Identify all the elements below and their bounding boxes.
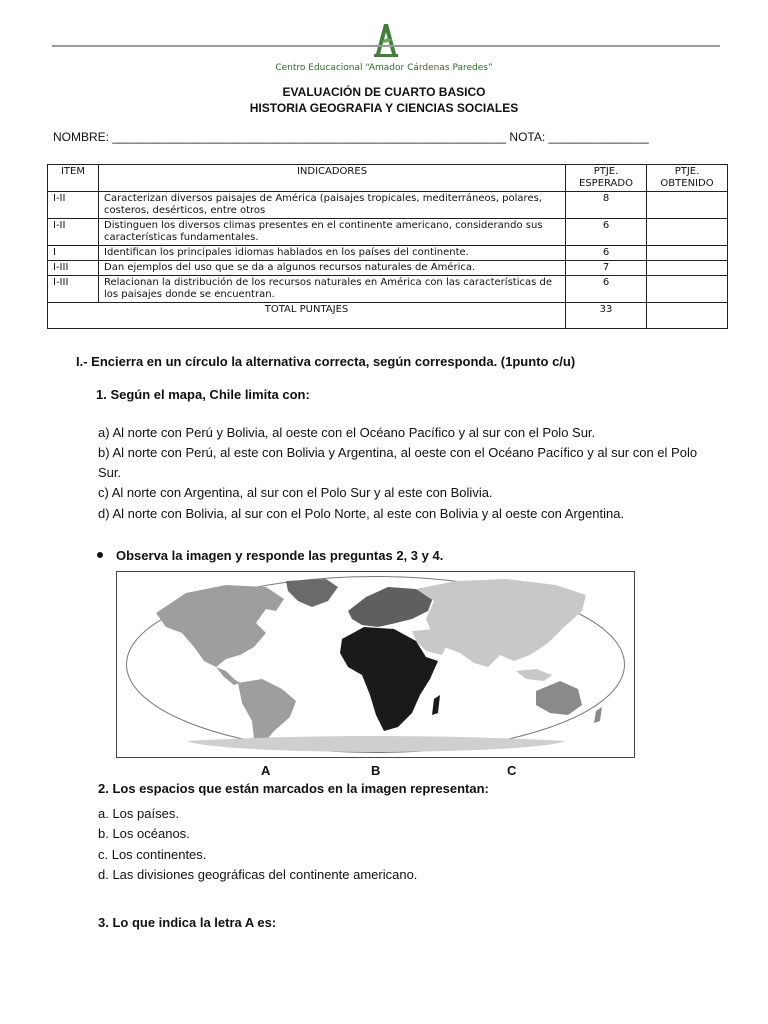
header-expected: PTJE. ESPERADO bbox=[566, 165, 647, 192]
table-row bbox=[48, 246, 728, 261]
map-label-a: A bbox=[261, 763, 271, 778]
row-obtained[interactable] bbox=[647, 192, 728, 219]
row-obtained[interactable] bbox=[647, 276, 728, 303]
row-indicator: Relacionan la distribución de los recursos naturales en América con las características de los paisajes donde se encuentran. bbox=[99, 276, 566, 303]
q1-option-b[interactable]: b) Al norte con Perú, al este con Bolivia y Argentina, al oeste con el Océano Pacífico y al sur con el Polo Sur. bbox=[98, 445, 698, 480]
map-instruction: Observa la imagen y responde las preguntas 2, 3 y 4. bbox=[116, 548, 444, 563]
map-label-c: C bbox=[507, 763, 517, 778]
table-row bbox=[48, 192, 728, 219]
row-expected: 6 bbox=[566, 219, 647, 246]
total-label: TOTAL PUNTAJES bbox=[48, 303, 566, 329]
name-grade-line: NOMBRE: ___________________________________________________________ NOTA: _______________ bbox=[53, 130, 649, 144]
table-header-row bbox=[48, 165, 728, 192]
q2-option-c[interactable]: c. Los continentes. bbox=[98, 847, 207, 862]
row-expected: 6 bbox=[566, 246, 647, 261]
table-row bbox=[48, 261, 728, 276]
row-expected: 8 bbox=[566, 192, 647, 219]
world-map bbox=[116, 571, 635, 758]
header-item: ITEM bbox=[48, 165, 99, 192]
bullet-icon bbox=[97, 552, 103, 558]
table-total-row bbox=[48, 303, 728, 329]
exam-title: EVALUACIÓN DE CUARTO BASICO bbox=[282, 85, 486, 99]
row-expected: 7 bbox=[566, 261, 647, 276]
row-item: I-III bbox=[48, 261, 99, 276]
row-indicator: Dan ejemplos del uso que se da a algunos recursos naturales de América. bbox=[99, 261, 566, 276]
row-obtained[interactable] bbox=[647, 246, 728, 261]
header-obtained: PTJE. OBTENIDO bbox=[647, 165, 728, 192]
row-indicator: Caracterizan diversos paisajes de América (paisajes tropicales, mediterráneos, polares, costeros, desérticos, entre otros bbox=[99, 192, 566, 219]
row-item: I-II bbox=[48, 219, 99, 246]
indicators-table bbox=[47, 164, 728, 329]
row-item: I bbox=[48, 246, 99, 261]
q2-option-b[interactable]: b. Los océanos. bbox=[98, 826, 190, 841]
total-value: 33 bbox=[566, 303, 647, 329]
table-row bbox=[48, 276, 728, 303]
q1-option-c[interactable]: c) Al norte con Argentina, al sur con el Polo Sur y al este con Bolivia. bbox=[98, 485, 493, 500]
q1-option-d[interactable]: d) Al norte con Bolivia, al sur con el Polo Norte, al este con Bolivia y al oeste con Argentina. bbox=[98, 506, 625, 521]
row-indicator: Identifican los principales idiomas hablados en los países del continente. bbox=[99, 246, 566, 261]
row-expected: 6 bbox=[566, 276, 647, 303]
table-row bbox=[48, 219, 728, 246]
q1-option-a[interactable]: a) Al norte con Perú y Bolivia, al oeste con el Océano Pacífico y al sur con el Polo Sur. bbox=[98, 425, 596, 440]
total-obtained[interactable] bbox=[647, 303, 728, 329]
question-1: 1. Según el mapa, Chile limita con: bbox=[96, 387, 310, 402]
exam-subject: HISTORIA GEOGRAFIA Y CIENCIAS SOCIALES bbox=[249, 101, 519, 115]
question-3: 3. Lo que indica la letra A es: bbox=[98, 915, 277, 930]
q2-option-a[interactable]: a. Los países. bbox=[98, 806, 179, 821]
section-title: I.- Encierra en un círculo la alternativa correcta, según corresponda. (1punto c/u) bbox=[76, 354, 576, 369]
school-logo-icon bbox=[372, 20, 400, 58]
row-obtained[interactable] bbox=[647, 261, 728, 276]
row-indicator: Distinguen los diversos climas presentes en el continente americano, considerando sus características fundamentales. bbox=[99, 219, 566, 246]
row-item: I-III bbox=[48, 276, 99, 303]
q2-option-d[interactable]: d. Las divisiones geográficas del continente americano. bbox=[98, 867, 418, 882]
map-label-b: B bbox=[371, 763, 381, 778]
row-item: I-II bbox=[48, 192, 99, 219]
school-name: Centro Educacional “Amador Cárdenas Paredes” bbox=[275, 63, 493, 73]
header-indicators: INDICADORES bbox=[99, 165, 566, 192]
row-obtained[interactable] bbox=[647, 219, 728, 246]
header-divider bbox=[52, 45, 720, 47]
question-2: 2. Los espacios que están marcados en la imagen representan: bbox=[98, 781, 489, 796]
